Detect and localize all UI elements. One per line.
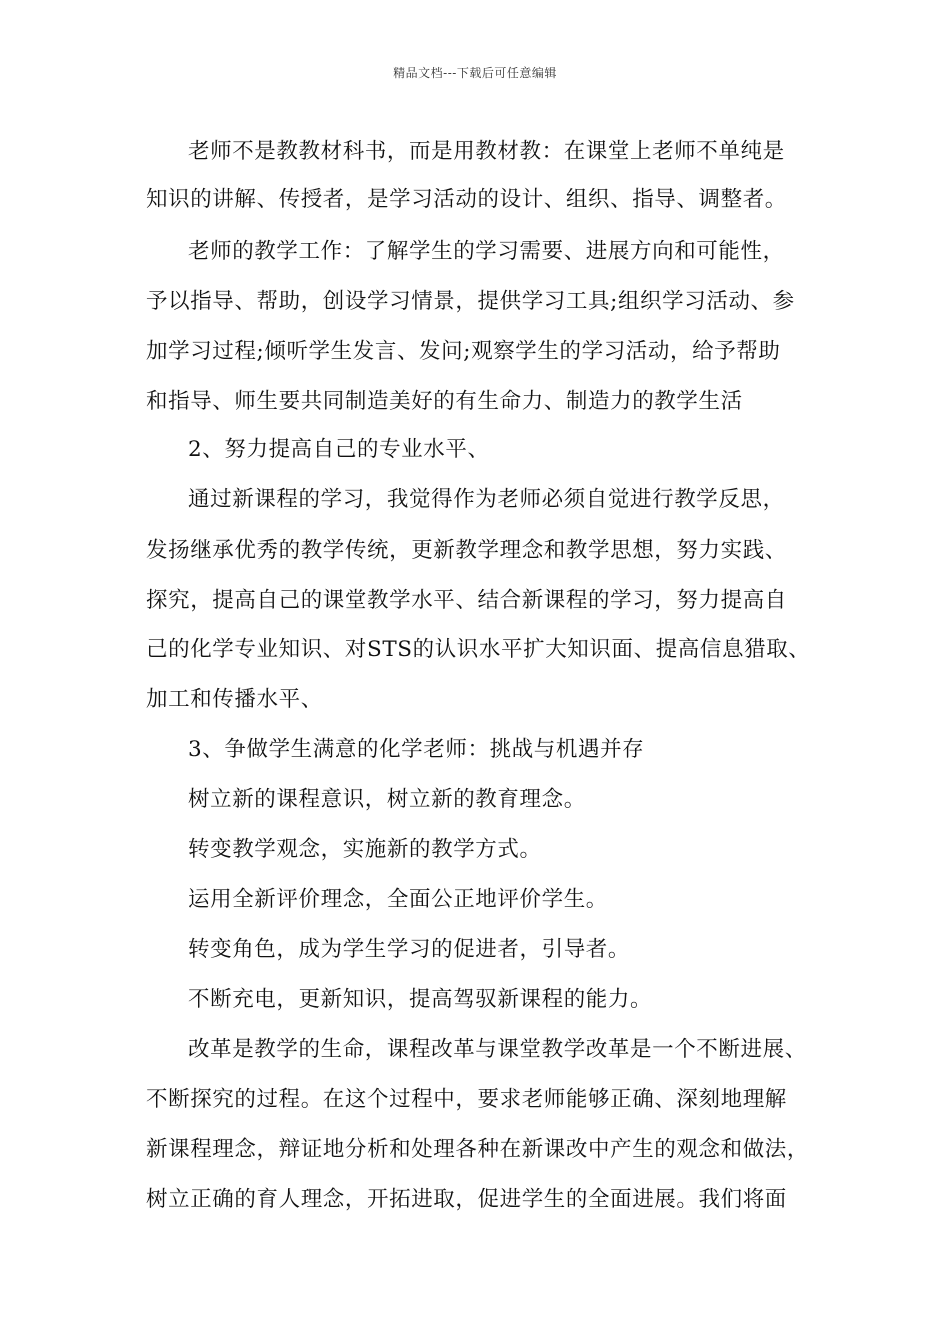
text-line: 转变角色，成为学生学习的促进者，引导者。 [188, 937, 631, 962]
text-line: 加工和传播水平、 [146, 687, 323, 712]
text-line: 树立正确的育人理念，开拓进取，促进学生的全面进展。我们将面 [146, 1187, 787, 1212]
text-line: 加学习过程;倾听学生发言、发问;观察学生的学习活动，给予帮助 [146, 339, 781, 364]
text-line: 发扬继承优秀的教学传统，更新教学理念和教学思想，努力实践、 [146, 538, 787, 563]
text-line: 通过新课程的学习，我觉得作为老师必须自觉进行教学反思， [188, 487, 785, 512]
text-line: 予以指导、帮助，创设学习情景，提供学习工具;组织学习活动、参 [146, 289, 795, 314]
text-line: 新课程理念，辩证地分析和处理各种在新课改中产生的观念和做法， [146, 1137, 810, 1162]
text-line: 己的化学专业知识、对STS的认识水平扩大知识面、提高信息猎取、 [146, 637, 811, 662]
text-line: 不断探究的过程。在这个过程中，要求老师能够正确、深刻地理解 [146, 1087, 787, 1112]
text-line: 知识的讲解、传授者，是学习活动的设计、组织、指导、调整者。 [146, 187, 787, 212]
text-line: 老师的教学工作：了解学生的学习需要、进展方向和可能性， [188, 239, 785, 264]
text-line: 树立新的课程意识，树立新的教育理念。 [188, 787, 586, 812]
text-line: 转变教学观念，实施新的教学方式。 [188, 837, 542, 862]
page-header: 精品文档---下载后可任意编辑 [393, 66, 557, 80]
text-line: 探究，提高自己的课堂教学水平、结合新课程的学习，努力提高自 [146, 588, 787, 613]
text-line: 老师不是教教材科书，而是用教材教：在课堂上老师不单纯是 [188, 139, 785, 164]
text-line: 2、努力提高自己的专业水平、 [188, 437, 490, 462]
text-line: 3、争做学生满意的化学老师：挑战与机遇并存 [188, 737, 645, 762]
text-line: 运用全新评价理念，全面公正地评价学生。 [188, 887, 608, 912]
text-line: 改革是教学的生命，课程改革与课堂教学改革是一个不断进展、 [188, 1037, 807, 1062]
text-line: 和指导、师生要共同制造美好的有生命力、制造力的教学生活 [146, 389, 743, 414]
text-line: 不断充电，更新知识，提高驾驭新课程的能力。 [188, 987, 653, 1012]
